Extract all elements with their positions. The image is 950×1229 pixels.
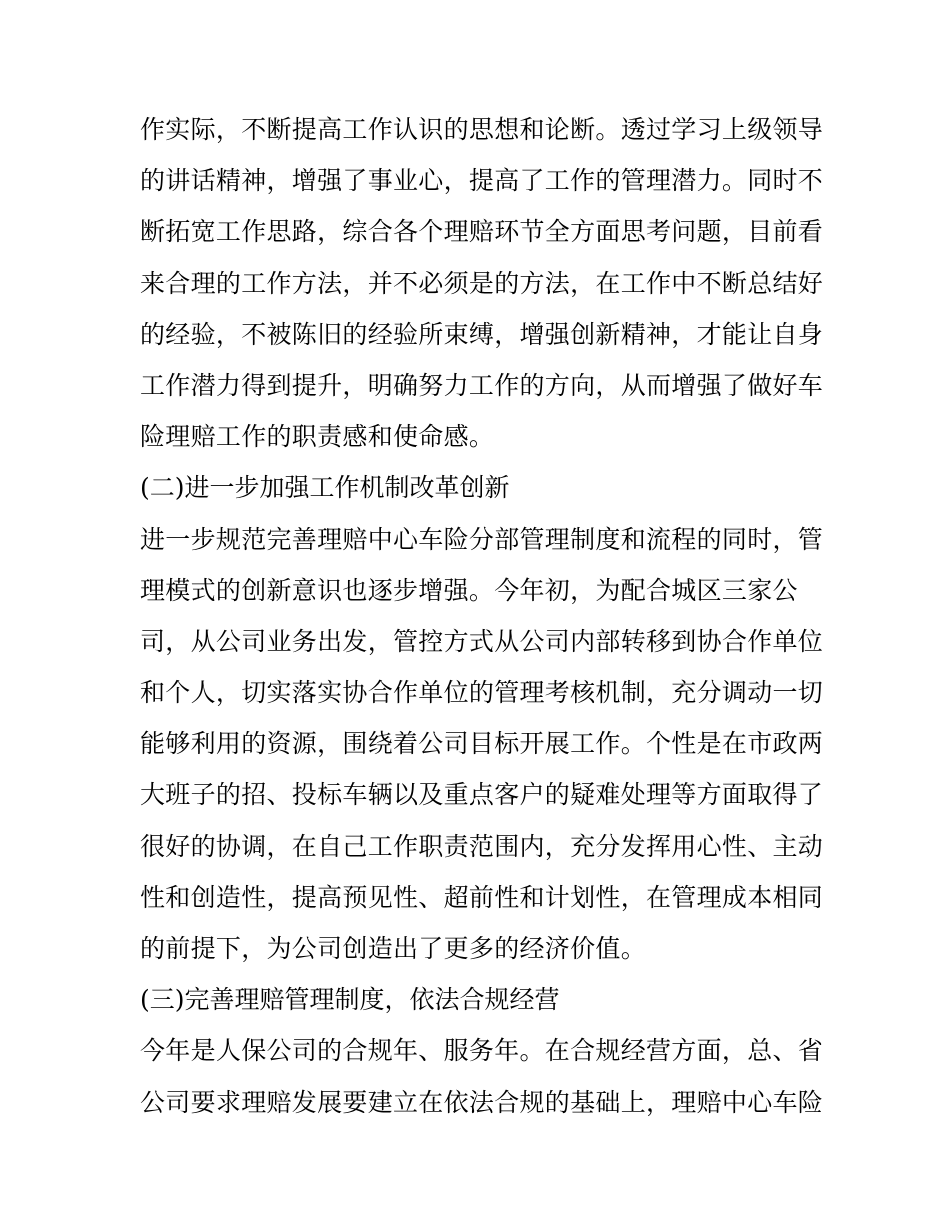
text-line: 今年是人保公司的合规年、服务年。在合规经营方面，总、省 [140,1036,824,1066]
text-line: 作实际，不断提高工作认识的思想和论断。透过学习上级领导 [140,115,824,144]
text-line: 工作潜力得到提升，明确努力工作的方向，从而增强了做好车 [140,370,824,400]
text-line: 公司要求理赔发展要建立在依法合规的基础上，理赔中心车险 [140,1087,824,1117]
text-line: 和个人，切实落实协合作单位的管理考核机制，充分调动一切 [140,678,824,708]
text-line: 能够利用的资源，围绕着公司目标开展工作。个性是在市政两 [140,729,824,759]
text-line: 来合理的工作方法，并不必须是的方法，在工作中不断总结好 [140,268,824,298]
section-heading: (二)进一步加强工作机制改革创新 [140,473,510,503]
text-line: 断拓宽工作思路，综合各个理赔环节全方面思考问题，目前看 [140,217,824,247]
text-line: 大班子的招、投标车辆以及重点客户的疑难处理等方面取得了 [140,780,824,810]
text-line: 很好的协调，在自己工作职责范围内，充分发挥用心性、主动 [140,831,824,861]
body-text [140,104,824,1128]
text-line: 司，从公司业务出发，管控方式从公司内部转移到协合作单位 [140,626,824,656]
text-line: 的前提下，为公司创造出了更多的经济价值。 [140,934,647,963]
text-line: 险理赔工作的职责感和使命感。 [140,422,495,452]
text-line: 的经验，不被陈旧的经验所束缚，增强创新精神，才能让自身 [140,319,824,349]
text-line: 的讲话精神，增强了事业心，提高了工作的管理潜力。同时不 [140,166,824,196]
text-line: 进一步规范完善理赔中心车险分部管理制度和流程的同时，管 [140,524,824,554]
text-line: 理模式的创新意识也逐步增强。今年初，为配合城区三家公 [140,575,798,605]
section-heading: (三)完善理赔管理制度，依法合规经营 [140,985,560,1015]
text-line: 性和创造性，提高预见性、超前性和计划性，在管理成本相同 [140,882,824,912]
